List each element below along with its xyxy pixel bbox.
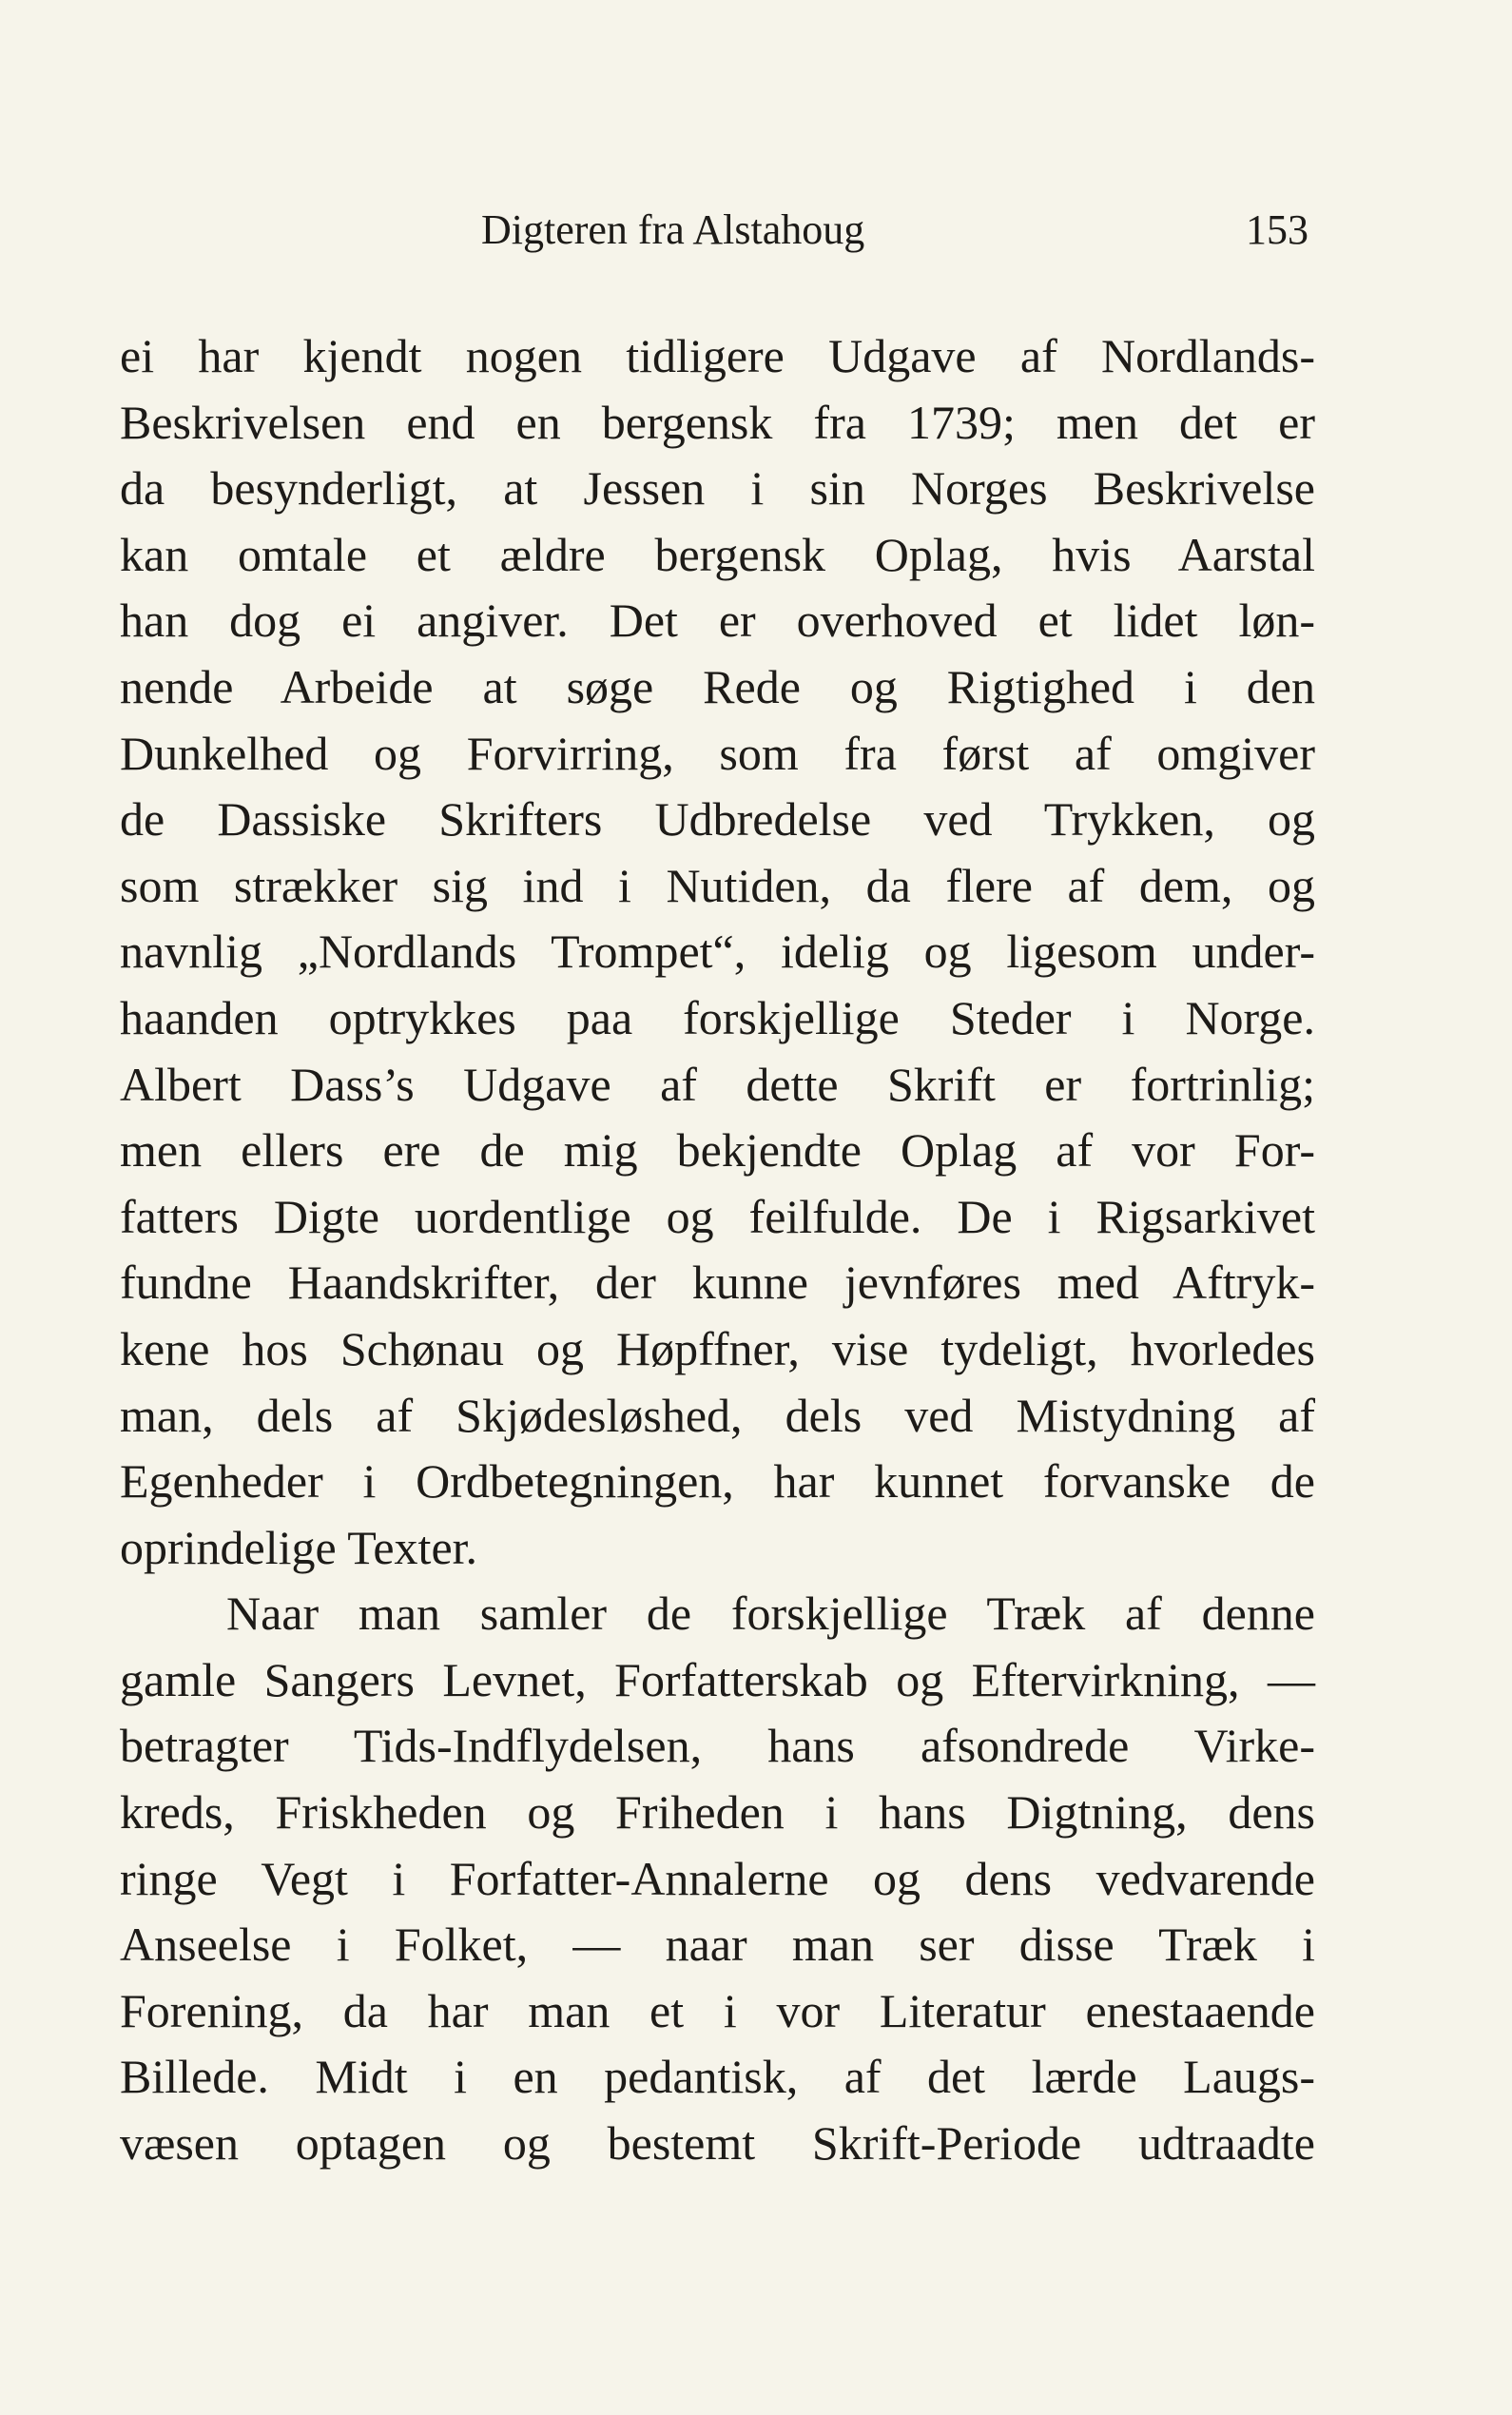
body-text: [120, 323, 1315, 2177]
text-line: kan omtale et ældre bergensk Oplag, hvis Aarstal: [120, 527, 1315, 581]
text-line: væsen optagen og bestemt Skrift-Periode udtraadte: [120, 2116, 1315, 2171]
text-line: Dunkelhed og Forvirring, som fra først af omgiver: [120, 726, 1315, 780]
text-line: gamle Sangers Levnet, Forfatterskab og Eftervirkning, —: [120, 1652, 1315, 1706]
text-line: ringe Vegt i Forfatter-Annalerne og dens vedvarende: [120, 1851, 1315, 1905]
text-line: fundne Haandskrifter, der kunne jevnføres med Aftryk-: [120, 1256, 1315, 1310]
text-line: han dog ei angiver. Det er overhoved et lidet løn-: [120, 594, 1315, 648]
paragraph-start-line: Naar man samler de forskjellige Træk af denne: [226, 1587, 1315, 1641]
text-line: Billede. Midt i en pedantisk, af det lærde Laugs-: [120, 2050, 1315, 2104]
text-line: kreds, Friskheden og Friheden i hans Digtning, dens: [120, 1785, 1315, 1840]
text-line: man, dels af Skjødesløshed, dels ved Mistydning af: [120, 1388, 1315, 1442]
text-line: haanden optrykkes paa forskjellige Steder i Norge.: [120, 990, 1315, 1044]
text-line: som strækker sig ind i Nutiden, da flere af dem, og: [120, 858, 1315, 912]
text-line: Beskrivelsen end en bergensk fra 1739; men det er: [120, 395, 1315, 449]
text-line: Anseelse i Folket, — naar man ser disse Træk i: [120, 1918, 1315, 1972]
running-head: [120, 202, 1308, 259]
page-number: 153: [1246, 206, 1308, 253]
text-line: nende Arbeide at søge Rede og Rigtighed i den: [120, 659, 1315, 713]
text-line: men ellers ere de mig bekjendte Oplag af vor For-: [120, 1123, 1315, 1178]
text-line: da besynderligt, at Jessen i sin Norges Beskrivelse: [120, 461, 1315, 516]
text-line: navnlig „Nordlands Trompet“, idelig og ligesom under-: [120, 925, 1315, 979]
text-line: ei har kjendt nogen tidligere Udgave af Nordlands-: [120, 329, 1315, 382]
text-line: betragter Tids-Indflydelsen, hans afsondrede Virke-: [120, 1719, 1315, 1773]
text-line: kene hos Schønau og Høpffner, vise tydeligt, hvorledes: [120, 1321, 1315, 1375]
text-line: de Dassiske Skrifters Udbredelse ved Trykken, og: [120, 792, 1315, 847]
text-line: Forening, da har man et i vor Literatur enestaaende: [120, 1983, 1315, 2037]
text-line: fatters Digte uordentlige og feilfulde. De i Rigsarkivet: [120, 1189, 1315, 1243]
paragraph-end-line: oprindelige Texter.: [120, 1520, 478, 1574]
text-line: Albert Dass’s Udgave af dette Skrift er fortrinlig;: [120, 1057, 1315, 1111]
running-title: Digteren fra Alstahoug: [481, 206, 865, 253]
text-line: Egenheder i Ordbetegningen, har kunnet forvanske de: [120, 1454, 1315, 1509]
